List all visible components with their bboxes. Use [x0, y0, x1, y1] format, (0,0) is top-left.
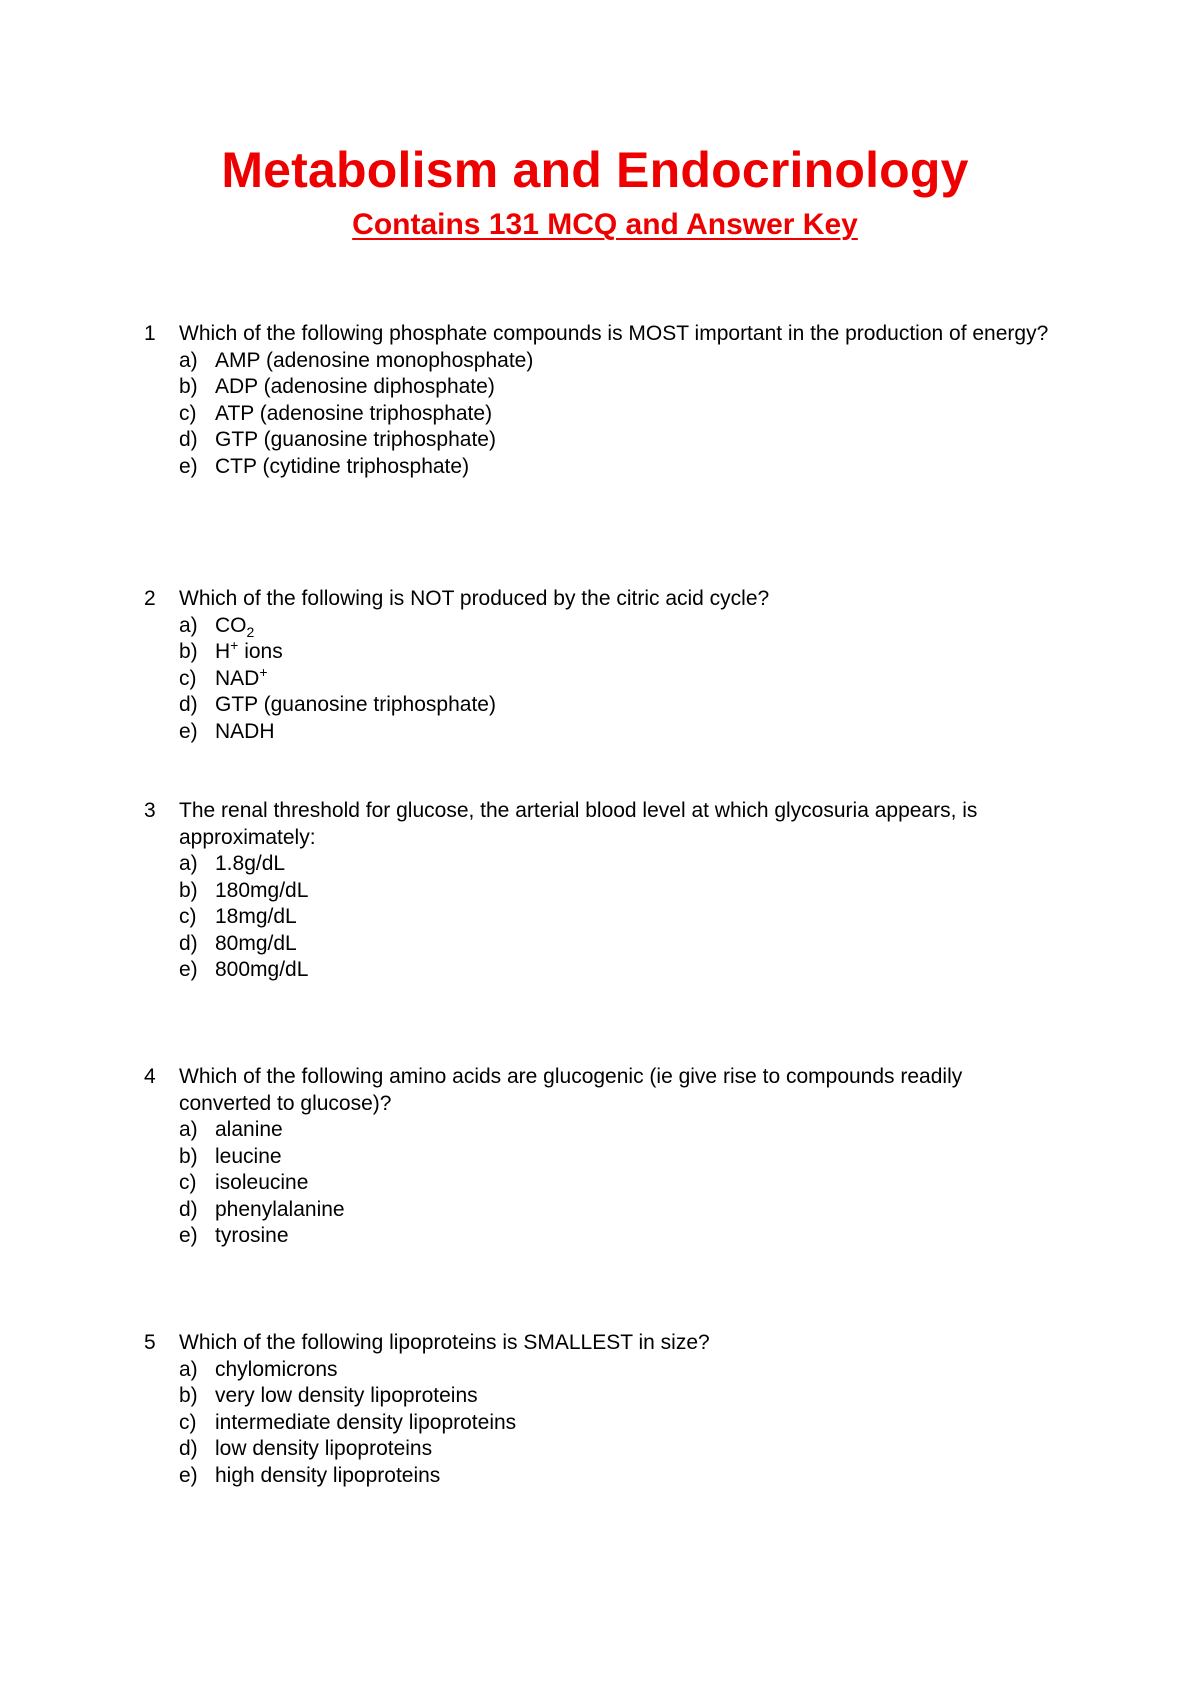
- option-e: [179, 454, 1064, 481]
- option-text: high density lipoproteins: [215, 1463, 441, 1487]
- option-letter: a): [179, 852, 198, 875]
- option-e: [179, 1463, 1064, 1490]
- option-text: 1.8g/dL: [215, 852, 286, 875]
- option-text: 180mg/dL: [215, 878, 309, 902]
- question-number: 4: [144, 1065, 156, 1088]
- question-3: [144, 798, 1064, 984]
- option-e: [179, 957, 1064, 984]
- option-d: [179, 931, 1064, 958]
- option-letter: c): [179, 1171, 197, 1194]
- option-c: [179, 904, 1064, 931]
- option-text: NADH: [215, 719, 275, 743]
- option-e: [179, 1223, 1064, 1250]
- question-2: [144, 586, 1064, 745]
- option-letter: d): [179, 931, 198, 955]
- option-list: [144, 851, 1064, 984]
- option-list: [144, 1117, 1064, 1250]
- option-b: [179, 1383, 1064, 1410]
- option-d: [179, 427, 1064, 454]
- option-letter: b): [179, 640, 198, 663]
- option-letter: b): [179, 1144, 198, 1168]
- question-number: 3: [144, 799, 156, 822]
- option-c: [179, 663, 1064, 693]
- option-letter: b): [179, 375, 198, 398]
- option-a: [179, 851, 1064, 878]
- option-letter: d): [179, 693, 198, 716]
- option-letter: d): [179, 1437, 198, 1460]
- option-text: leucine: [215, 1144, 282, 1168]
- option-text: ADP (adenosine diphosphate): [215, 375, 495, 398]
- option-text: GTP (guanosine triphosphate): [215, 428, 496, 451]
- option-a: [179, 613, 1064, 640]
- option-b: [179, 639, 1064, 666]
- superscript: +: [230, 637, 239, 653]
- question-number: 5: [144, 1331, 156, 1354]
- question-number: 2: [144, 587, 156, 610]
- subscript: 2: [246, 623, 255, 640]
- option-text: GTP (guanosine triphosphate): [215, 693, 496, 716]
- option-text: CTP (cytidine triphosphate): [215, 454, 470, 478]
- option-letter: c): [179, 666, 197, 690]
- page-title: Metabolism and Endocrinology: [221, 142, 969, 198]
- option-c: [179, 1410, 1064, 1437]
- superscript: +: [259, 663, 268, 680]
- option-letter: a): [179, 348, 198, 372]
- option-letter: b): [179, 878, 198, 902]
- option-text: 18mg/dL: [215, 905, 297, 928]
- question-number: 1: [144, 322, 156, 345]
- option-a: [179, 1357, 1064, 1384]
- option-text: low density lipoproteins: [215, 1437, 433, 1460]
- option-c: [179, 1170, 1064, 1197]
- option-letter: d): [179, 428, 198, 451]
- option-letter: e): [179, 719, 198, 743]
- option-list: [144, 1357, 1064, 1490]
- option-text: intermediate density lipoproteins: [215, 1410, 517, 1434]
- option-text: tyrosine: [215, 1224, 289, 1247]
- option-text: 80mg/dL: [215, 931, 297, 955]
- option-letter: a): [179, 613, 198, 637]
- option-b: [179, 878, 1064, 905]
- option-text: AMP (adenosine monophosphate): [215, 348, 534, 372]
- option-letter: b): [179, 1384, 198, 1407]
- option-text: very low density lipoproteins: [215, 1384, 478, 1407]
- option-text: alanine: [215, 1118, 283, 1141]
- option-text: phenylalanine: [215, 1197, 345, 1221]
- option-d: [179, 1436, 1064, 1463]
- option-letter: e): [179, 1224, 198, 1247]
- option-letter: c): [179, 905, 197, 928]
- option-letter: e): [179, 1463, 198, 1487]
- option-text-suffix: ions: [238, 640, 283, 663]
- page-subtitle: Contains 131 MCQ and Answer Key: [352, 208, 858, 241]
- option-text: ATP (adenosine triphosphate): [215, 401, 493, 425]
- option-text: 800mg/dL: [215, 958, 309, 981]
- question-4: [144, 1064, 1064, 1250]
- option-a: [179, 348, 1064, 375]
- option-d: [179, 692, 1064, 719]
- option-text: H: [215, 640, 231, 663]
- option-a: [179, 1117, 1064, 1144]
- option-letter: e): [179, 958, 198, 981]
- option-c: [179, 401, 1064, 428]
- option-letter: d): [179, 1197, 198, 1221]
- option-d: [179, 1197, 1064, 1224]
- question-text: The renal threshold for glucose, the arterial blood level at which glycosuria appears, is approximately:: [179, 799, 978, 849]
- option-text: NAD: [215, 666, 260, 690]
- option-text: chylomicrons: [215, 1357, 338, 1381]
- question-text: Which of the following amino acids are glucogenic (ie give rise to compounds readily converted to glucose)?: [179, 1065, 963, 1115]
- option-text: isoleucine: [215, 1171, 309, 1194]
- option-text: CO: [215, 613, 247, 637]
- option-letter: a): [179, 1118, 198, 1141]
- option-letter: c): [179, 401, 197, 425]
- option-list: [144, 613, 1064, 746]
- question-5: [144, 1330, 1064, 1489]
- question-text: Which of the following is NOT produced by the citric acid cycle?: [179, 587, 770, 610]
- option-letter: c): [179, 1410, 197, 1434]
- option-letter: e): [179, 454, 198, 478]
- question-text: Which of the following phosphate compounds is MOST important in the production of energy?: [179, 322, 1049, 345]
- option-list: [144, 348, 1064, 481]
- question-text: Which of the following lipoproteins is SMALLEST in size?: [179, 1331, 710, 1354]
- question-1: [144, 321, 1064, 480]
- option-e: [179, 719, 1064, 746]
- option-letter: a): [179, 1357, 198, 1381]
- option-b: [179, 1144, 1064, 1171]
- option-b: [179, 374, 1064, 401]
